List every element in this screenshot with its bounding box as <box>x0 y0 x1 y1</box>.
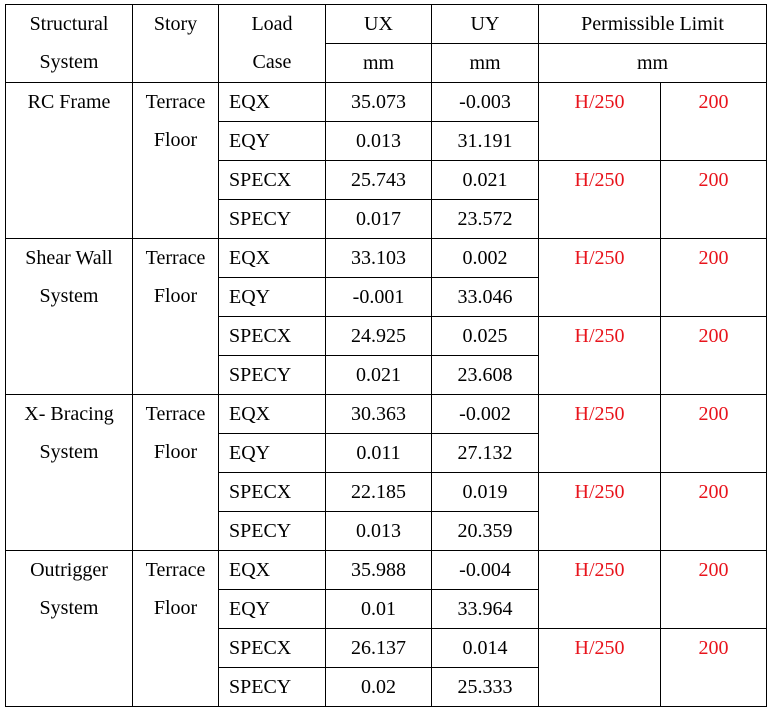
load-case-cell: EQY <box>219 278 326 317</box>
system-name-line: RC Frame <box>27 91 111 113</box>
load-case-cell: EQX <box>219 239 326 278</box>
limit-value: 200 <box>661 551 767 629</box>
system-name-line: Shear Wall <box>25 247 113 269</box>
table-row <box>6 551 767 590</box>
load-case-cell: EQY <box>219 434 326 473</box>
uy-cell: 23.572 <box>432 200 539 239</box>
uy-cell: 25.333 <box>432 668 539 707</box>
limit-value: 200 <box>661 317 767 395</box>
load-case-cell: SPECX <box>219 473 326 512</box>
uy-cell: 0.014 <box>432 629 539 668</box>
load-case-cell: SPECY <box>219 200 326 239</box>
limit-expression: H/250 <box>539 551 661 629</box>
ux-cell: 35.988 <box>326 551 432 590</box>
uy-cell: 0.025 <box>432 317 539 356</box>
limit-expression: H/250 <box>539 317 661 395</box>
system-name-line: System <box>39 285 99 307</box>
ux-cell: 24.925 <box>326 317 432 356</box>
limit-value: 200 <box>661 629 767 707</box>
story-name-line: Terrace <box>145 559 206 581</box>
uy-cell: 27.132 <box>432 434 539 473</box>
uy-cell: 0.019 <box>432 473 539 512</box>
limit-expression: H/250 <box>539 239 661 317</box>
ux-cell: 0.017 <box>326 200 432 239</box>
header-story: Story <box>133 5 219 83</box>
story-name <box>133 83 219 239</box>
load-case-cell: EQY <box>219 590 326 629</box>
uy-cell: -0.004 <box>432 551 539 590</box>
limit-expression: H/250 <box>539 395 661 473</box>
table-row <box>6 83 767 122</box>
uy-cell: -0.002 <box>432 395 539 434</box>
system-name <box>6 239 133 395</box>
limit-value: 200 <box>661 395 767 473</box>
load-case-cell: SPECX <box>219 161 326 200</box>
ux-cell: 22.185 <box>326 473 432 512</box>
header-uy: UY <box>432 5 539 44</box>
header-load-case: Load Case <box>219 5 326 83</box>
story-name-line: Terrace <box>145 91 206 113</box>
limit-value: 200 <box>661 161 767 239</box>
ux-cell: 26.137 <box>326 629 432 668</box>
story-name <box>133 239 219 395</box>
story-name-line: Terrace <box>145 247 206 269</box>
story-name <box>133 395 219 551</box>
uy-cell: -0.003 <box>432 83 539 122</box>
load-case-cell: EQX <box>219 395 326 434</box>
load-case-cell: EQX <box>219 83 326 122</box>
table-row <box>6 395 767 434</box>
displacement-table <box>5 4 767 707</box>
system-name <box>6 551 133 707</box>
header-uy-unit: mm <box>432 44 539 83</box>
header-ux: UX <box>326 5 432 44</box>
limit-value: 200 <box>661 239 767 317</box>
story-name-line: Floor <box>153 285 198 307</box>
table-row <box>6 239 767 278</box>
header-ux-unit: mm <box>326 44 432 83</box>
uy-cell: 23.608 <box>432 356 539 395</box>
ux-cell: -0.001 <box>326 278 432 317</box>
limit-value: 200 <box>661 473 767 551</box>
story-name-line: Floor <box>153 597 198 619</box>
load-case-cell: SPECY <box>219 512 326 551</box>
ux-cell: 0.01 <box>326 590 432 629</box>
load-case-cell: EQY <box>219 122 326 161</box>
story-name <box>133 551 219 707</box>
uy-cell: 31.191 <box>432 122 539 161</box>
limit-expression: H/250 <box>539 473 661 551</box>
uy-cell: 33.964 <box>432 590 539 629</box>
system-name <box>6 395 133 551</box>
header-permissible-limit: Permissible Limit <box>539 5 767 44</box>
load-case-cell: EQX <box>219 551 326 590</box>
uy-cell: 0.021 <box>432 161 539 200</box>
system-name-line: Outrigger <box>30 559 108 581</box>
load-case-cell: SPECX <box>219 629 326 668</box>
uy-cell: 0.002 <box>432 239 539 278</box>
system-name-line: System <box>39 597 99 619</box>
system-name <box>6 83 133 239</box>
limit-expression: H/250 <box>539 83 661 161</box>
header-structural-system: Structural System <box>6 5 133 83</box>
ux-cell: 0.013 <box>326 122 432 161</box>
ux-cell: 33.103 <box>326 239 432 278</box>
ux-cell: 30.363 <box>326 395 432 434</box>
header-limit-unit: mm <box>539 44 767 83</box>
ux-cell: 0.013 <box>326 512 432 551</box>
story-name-line: Floor <box>153 441 198 463</box>
load-case-cell: SPECX <box>219 317 326 356</box>
load-case-cell: SPECY <box>219 668 326 707</box>
limit-expression: H/250 <box>539 629 661 707</box>
ux-cell: 0.021 <box>326 356 432 395</box>
system-name-line: System <box>39 441 99 463</box>
ux-cell: 0.02 <box>326 668 432 707</box>
ux-cell: 0.011 <box>326 434 432 473</box>
load-case-cell: SPECY <box>219 356 326 395</box>
system-name-line: X- Bracing <box>24 403 114 425</box>
limit-value: 200 <box>661 83 767 161</box>
ux-cell: 35.073 <box>326 83 432 122</box>
uy-cell: 20.359 <box>432 512 539 551</box>
uy-cell: 33.046 <box>432 278 539 317</box>
limit-expression: H/250 <box>539 161 661 239</box>
ux-cell: 25.743 <box>326 161 432 200</box>
story-name-line: Terrace <box>145 403 206 425</box>
story-name-line: Floor <box>153 129 198 151</box>
header-row-1 <box>6 5 767 44</box>
